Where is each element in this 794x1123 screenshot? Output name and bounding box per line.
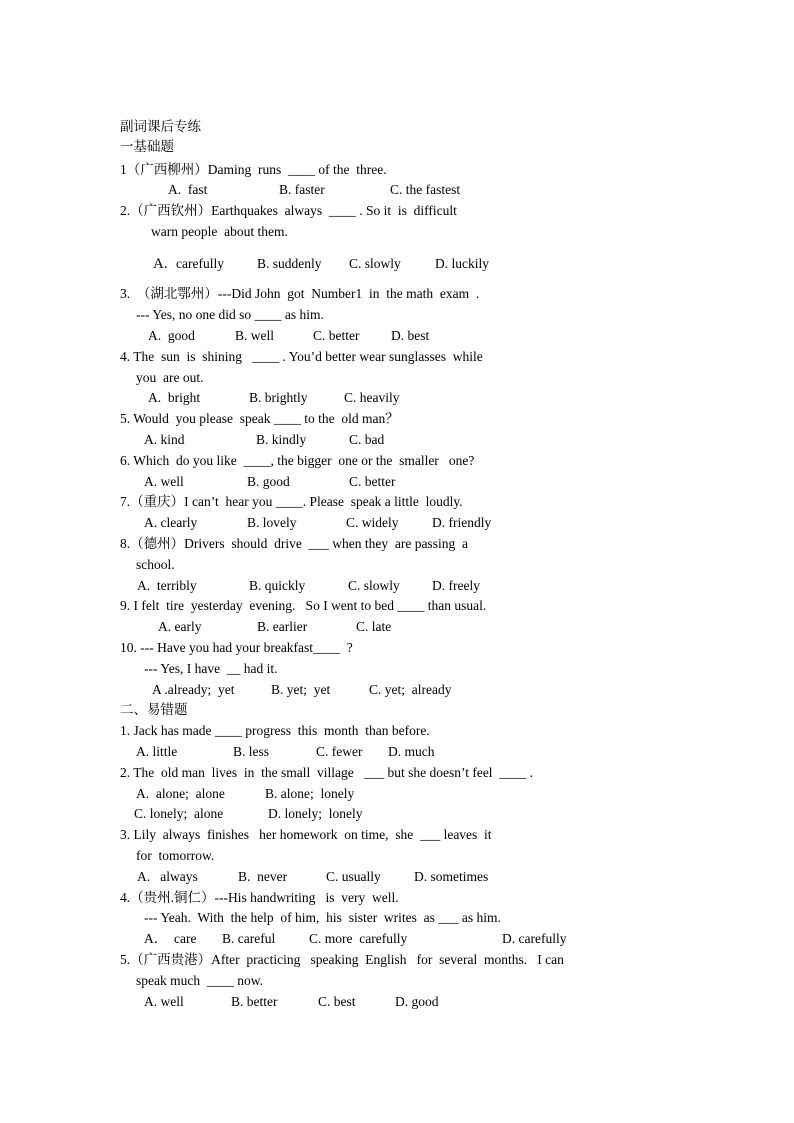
question-s2-4-option-a: A． care [144, 931, 197, 946]
question-5-option-b: B. kindly [256, 432, 307, 447]
question-8-option-d: D. freely [432, 578, 480, 593]
question-6-option-a: A. well [144, 474, 184, 489]
question-7-stem: 7.（重庆）I can’t hear you ____. Please speak a little loudly. [120, 494, 463, 509]
question-7-option-d: D. friendly [432, 515, 492, 530]
question-s2-4-option-c: C. more carefully [309, 931, 408, 946]
question-1-option-a: A. fast [168, 182, 208, 197]
question-2-continuation: warn people about them. [151, 224, 288, 239]
question-4-option-c: C. heavily [344, 390, 400, 405]
question-3-stem: 3. （湖北鄂州）---Did John got Number1 in the math exam . [120, 286, 480, 301]
question-s2-4-option-b: B. careful [222, 931, 276, 946]
question-s2-5-option-b: B. better [231, 994, 278, 1009]
section-heading-error-prone: 二、易错题 [120, 702, 188, 717]
question-5-option-c: C. bad [349, 432, 385, 447]
question-10-option-b: B. yet; yet [271, 682, 331, 697]
question-6-stem: 6. Which do you like ____, the bigger one or the smaller one? [120, 453, 475, 468]
question-3-option-d: D. best [391, 328, 430, 343]
question-s2-2-option-d: D. lonely; lonely [268, 806, 363, 821]
question-s2-1-option-b: B. less [233, 744, 270, 759]
question-1-stem: 1（广西柳州）Daming runs ____ of the three. [120, 162, 387, 177]
question-3-option-a: A. good [148, 328, 195, 343]
question-s2-3-option-a: A. always [137, 869, 198, 884]
question-s2-5-continuation: speak much ____ now. [136, 973, 263, 988]
question-8-continuation: school. [136, 557, 175, 572]
question-9-option-a: A. early [158, 619, 202, 634]
question-s2-3-stem: 3. Lily always finishes her homework on time, she ___ leaves it [120, 827, 492, 842]
question-8-stem: 8.（德州）Drivers should drive ___ when they are passing a [120, 536, 468, 551]
question-s2-3-continuation: for tomorrow. [136, 848, 215, 863]
question-s2-5-option-c: C. best [318, 994, 356, 1009]
question-s2-3-option-d: D. sometimes [414, 869, 489, 884]
question-s2-1-option-a: A. little [136, 744, 178, 759]
question-8-option-b: B. quickly [249, 578, 306, 593]
question-s2-1-option-c: C. fewer [316, 744, 363, 759]
question-7-option-a: A. clearly [144, 515, 198, 530]
question-s2-3-option-b: B. never [238, 869, 288, 884]
question-2-option-a-letter: A. [153, 256, 168, 272]
question-5-stem: 5. Would you please speak ____ to the old man？ [120, 411, 399, 426]
question-s2-4-continuation: --- Yeah. With the help of him, his sister writes as ___ as him. [144, 910, 501, 925]
question-3-continuation: --- Yes, no one did so ____ as him. [136, 307, 324, 322]
question-s2-5-option-d: D. good [395, 994, 439, 1009]
question-3-option-c: C. better [313, 328, 360, 343]
question-8-option-c: C. slowly [348, 578, 400, 593]
question-4-option-b: B. brightly [249, 390, 308, 405]
question-8-option-a: A. terribly [137, 578, 197, 593]
question-s2-2-option-a: A. alone; alone [136, 786, 225, 801]
question-2-option-d: D. luckily [435, 256, 489, 271]
question-s2-5-option-a: A. well [144, 994, 184, 1009]
question-2-option-b: B. suddenly [257, 256, 322, 271]
question-9-option-c: C. late [356, 619, 392, 634]
question-2-option-c: C. slowly [349, 256, 401, 271]
question-s2-2-option-c: C. lonely; alone [134, 806, 224, 821]
question-6-option-b: B. good [247, 474, 290, 489]
question-6-option-c: C. better [349, 474, 396, 489]
document-title: 副词课后专练 [120, 119, 201, 134]
question-s2-4-stem: 4.（贵州.铜仁）---His handwriting is very well. [120, 890, 399, 905]
section-heading-basic: 一基础题 [120, 139, 174, 154]
question-s2-4-option-d: D. carefully [502, 931, 567, 946]
question-s2-2-stem: 2. The old man lives in the small village ___ but she doesn’t feel ____ . [120, 765, 534, 780]
question-2-stem: 2.（广西钦州）Earthquakes always ____ . So it is difficult [120, 203, 457, 218]
question-10-option-a: A .already; yet [152, 682, 235, 697]
question-s2-2-option-b: B. alone; lonely [265, 786, 355, 801]
question-10-continuation: --- Yes, I have __ had it. [144, 661, 278, 676]
question-9-option-b: B. earlier [257, 619, 308, 634]
question-7-option-c: C. widely [346, 515, 399, 530]
question-5-option-a: A. kind [144, 432, 185, 447]
question-3-option-b: B. well [235, 328, 274, 343]
question-4-stem: 4. The sun is shining ____ . You’d better wear sunglasses while [120, 349, 483, 364]
question-4-option-a: A. bright [148, 390, 201, 405]
question-1-option-b: B. faster [279, 182, 325, 197]
question-s2-3-option-c: C. usually [326, 869, 381, 884]
question-1-option-c: C. the fastest [390, 182, 461, 197]
question-7-option-b: B. lovely [247, 515, 297, 530]
question-9-stem: 9. I felt tire yesterday evening. So I went to bed ____ than usual. [120, 598, 487, 613]
question-2-option-a: carefully [176, 256, 224, 271]
question-s2-1-stem: 1. Jack has made ____ progress this month than before. [120, 723, 430, 738]
question-10-option-c: C. yet; already [369, 682, 452, 697]
question-10-stem: 10. --- Have you had your breakfast____ ? [120, 640, 353, 655]
question-4-continuation: you are out. [136, 370, 204, 385]
question-s2-5-stem: 5.（广西贵港）After practicing speaking English for several months. I can [120, 952, 564, 967]
question-s2-1-option-d: D. much [388, 744, 435, 759]
